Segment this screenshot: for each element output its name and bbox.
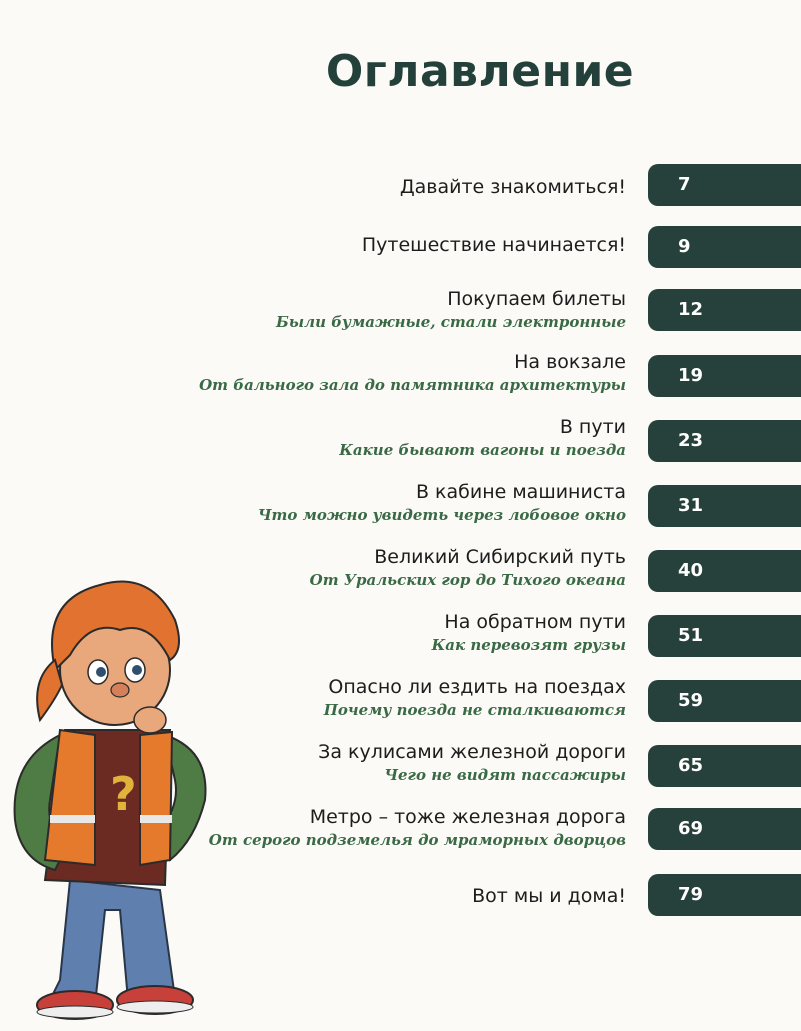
- page-number-badge: 51: [648, 615, 801, 657]
- page-number-badge: 40: [648, 550, 801, 592]
- chapter-subtitle: Почему поезда не сталкиваются: [323, 701, 626, 719]
- chapter-title: Давайте знакомиться!: [399, 176, 626, 198]
- page-number-badge: 31: [648, 485, 801, 527]
- chapter-title: На обратном пути: [444, 611, 626, 633]
- chapter-title: Вот мы и дома!: [472, 885, 626, 907]
- chapter-title: Великий Сибирский путь: [374, 546, 626, 568]
- page-number-badge: 9: [648, 226, 801, 268]
- page-number-badge: 7: [648, 164, 801, 206]
- chapter-subtitle: Как перевозят грузы: [431, 636, 626, 654]
- page-number-badge: 79: [648, 874, 801, 916]
- chapter-title: Путешествие начинается!: [361, 234, 626, 256]
- chapter-title: За кулисами железной дороги: [318, 741, 626, 763]
- chapter-title: Метро – тоже железная дорога: [309, 806, 626, 828]
- chapter-subtitle: От бального зала до памятника архитектуры: [199, 376, 626, 394]
- chapter-title: Покупаем билеты: [447, 288, 626, 310]
- chapter-title: Опасно ли ездить на поездах: [328, 676, 626, 698]
- chapter-subtitle: От Уральских гор до Тихого океана: [309, 571, 626, 589]
- svg-text:?: ?: [110, 767, 137, 821]
- chapter-subtitle: Что можно увидеть через лобовое окно: [257, 506, 626, 524]
- page-number-badge: 23: [648, 420, 801, 462]
- page-number-badge: 69: [648, 808, 801, 850]
- chapter-title: В кабине машиниста: [415, 481, 626, 503]
- chapter-subtitle: От серого подземелья до мраморных дворцов: [208, 831, 626, 849]
- chapter-subtitle: Были бумажные, стали электронные: [276, 313, 626, 331]
- page-title: Оглавление: [325, 46, 635, 97]
- page-number-badge: 59: [648, 680, 801, 722]
- boy-illustration: [0, 560, 230, 1031]
- chapter-title: На вокзале: [514, 351, 626, 373]
- page-number-badge: 12: [648, 289, 801, 331]
- page-number-badge: 65: [648, 745, 801, 787]
- chapter-title: В пути: [559, 416, 626, 438]
- chapter-subtitle: Чего не видят пассажиры: [384, 766, 626, 784]
- page-number-badge: 19: [648, 355, 801, 397]
- chapter-subtitle: Какие бывают вагоны и поезда: [339, 441, 626, 459]
